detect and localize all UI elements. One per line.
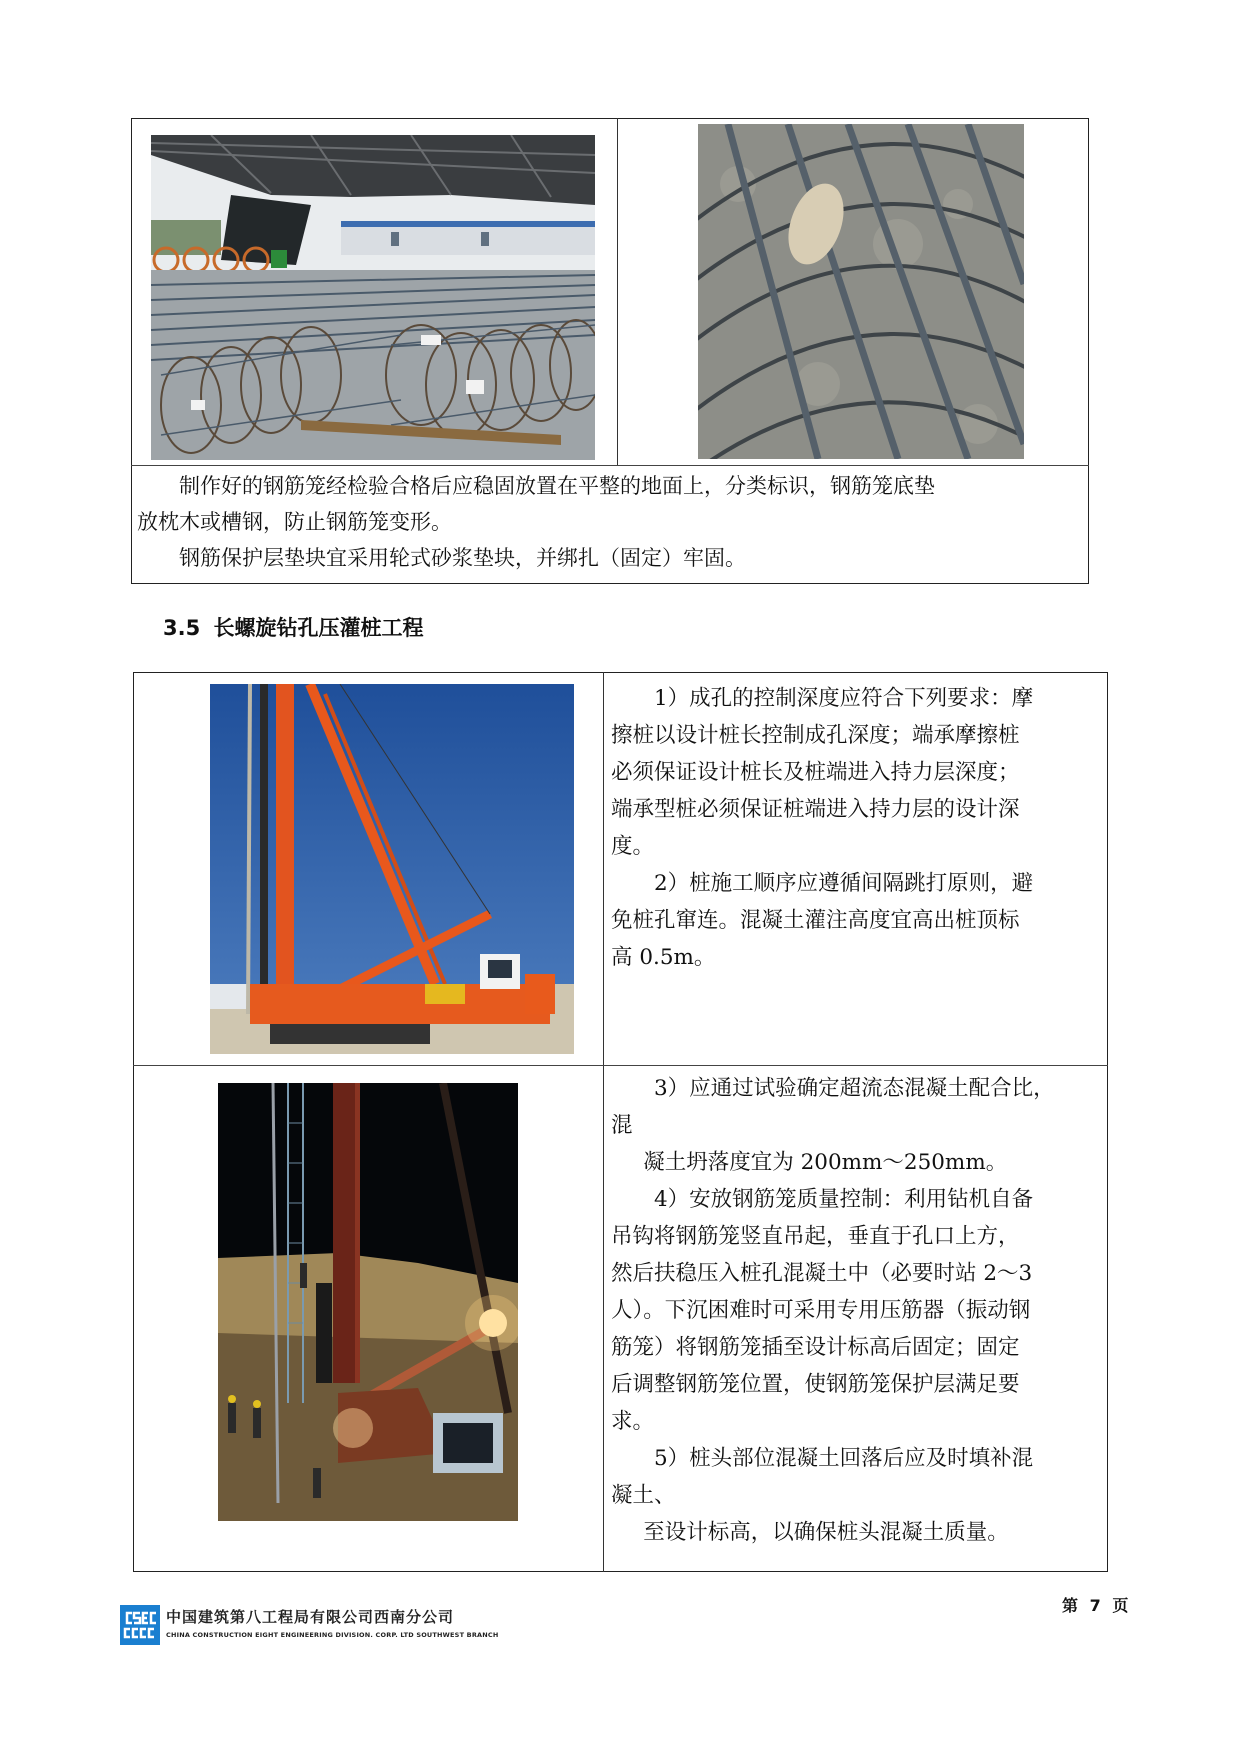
section-heading (163, 612, 424, 642)
item-2-line-2: 免桩孔窜连。混凝土灌注高度宜高出桩顶标 (611, 908, 1020, 933)
company-logo (120, 1605, 160, 1645)
item-4-line-6: 后调整钢筋笼位置，使钢筋笼保护层满足要 (611, 1372, 1020, 1397)
row1-text (611, 680, 1101, 976)
rebar-cage-spacer-photo (698, 124, 1024, 459)
item-1-line-1: 1）成孔的控制深度应符合下列要求：摩 (654, 686, 1034, 711)
rebar-cage-yard-photo (151, 135, 595, 460)
item-3-line-3: 凝土坍落度宜为 200mm～250mm。 (643, 1150, 1008, 1175)
cscec-logo-icon (120, 1605, 160, 1645)
cfa-drilling-rig-photo (210, 684, 574, 1054)
item-2-line-1: 2）桩施工顺序应遵循间隔跳打原则，避 (654, 871, 1034, 896)
caption-line-2: 放枕木或槽钢，防止钢筋笼变形。 (137, 510, 452, 534)
page-suffix: 页 (1112, 1596, 1129, 1615)
item-4-line-5: 筋笼）将钢筋笼插至设计标高后固定；固定 (611, 1335, 1020, 1360)
item-1-line-4: 端承型桩必须保证桩端进入持力层的设计深 (611, 797, 1020, 822)
item-3-line-2: 混 (611, 1113, 633, 1138)
table2-column-divider (603, 672, 604, 1572)
item-4-line-2: 吊钩将钢筋笼竖直吊起，垂直于孔口上方， (611, 1224, 1020, 1249)
item-3-line-1: 3）应通过试验确定超流态混凝土配合比， (654, 1076, 1055, 1101)
item-5-line-2: 凝土、 (611, 1483, 676, 1508)
table1-column-divider (617, 118, 618, 466)
item-1-line-3: 必须保证设计桩长及桩端进入持力层深度； (611, 760, 1020, 785)
item-4-line-7: 求。 (611, 1409, 655, 1434)
item-5-line-1: 5）桩头部位混凝土回落后应及时填补混 (654, 1446, 1034, 1471)
section-title: 长螺旋钻孔压灌桩工程 (213, 616, 424, 640)
item-4-line-3: 然后扶稳压入桩孔混凝土中（必要时站 2～3 (611, 1261, 1033, 1286)
table1-row-divider (131, 465, 1089, 466)
item-4-line-4: 人）。下沉困难时可采用专用压筋器（振动钢 (611, 1298, 1031, 1323)
row2-text (611, 1070, 1101, 1551)
item-2-line-3: 高 0.5m。 (611, 945, 716, 970)
company-name-cn: 中国建筑第八工程局有限公司西南分公司 (166, 1608, 455, 1626)
page-prefix: 第 (1062, 1596, 1079, 1615)
page-number (1062, 1593, 1128, 1616)
item-5-line-3: 至设计标高，以确保桩头混凝土质量。 (643, 1520, 1009, 1545)
item-1-line-5: 度。 (611, 834, 655, 859)
table1-caption (137, 468, 1083, 576)
item-1-line-2: 擦桩以设计桩长控制成孔深度；端承摩擦桩 (611, 723, 1020, 748)
item-4-line-1: 4）安放钢筋笼质量控制：利用钻机自备 (654, 1187, 1034, 1212)
caption-line-3: 钢筋保护层垫块宜采用轮式砂浆垫块，并绑扎（固定）牢固。 (179, 546, 746, 570)
table2-row-divider (133, 1065, 1108, 1066)
page-number-value: 7 (1089, 1596, 1101, 1615)
company-name-en: CHINA CONSTRUCTION EIGHT ENGINEERING DIVISION. CORP. LTD SOUTHWEST BRANCH (166, 1631, 499, 1639)
night-rebar-cage-install-photo (218, 1083, 518, 1521)
section-number: 3.5 (163, 616, 201, 640)
caption-line-1: 制作好的钢筋笼经检验合格后应稳固放置在平整的地面上，分类标识，钢筋笼底垫 (179, 474, 935, 498)
